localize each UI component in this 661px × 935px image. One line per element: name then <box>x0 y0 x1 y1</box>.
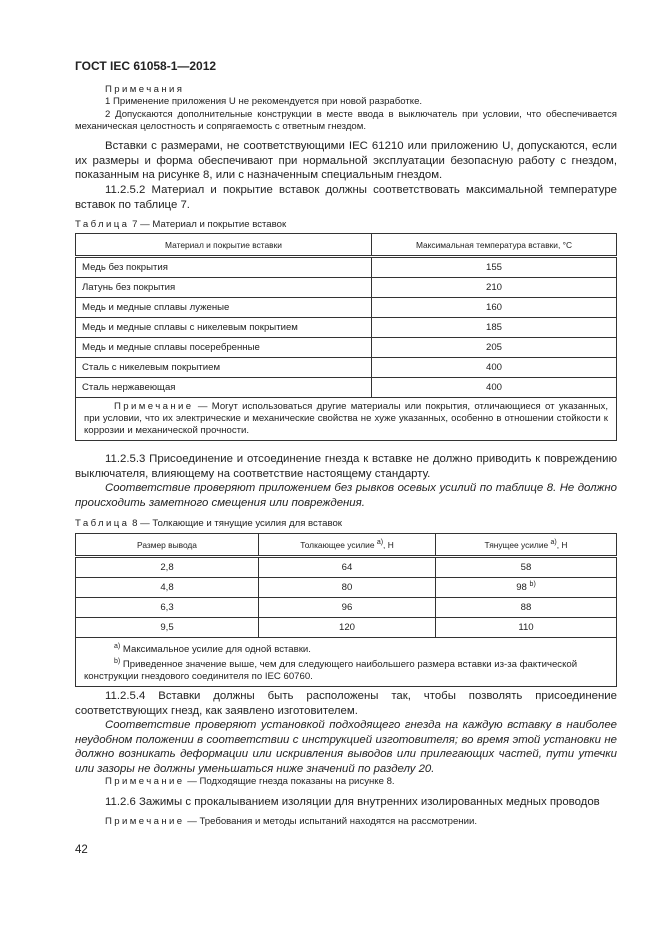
footnote-ref: a) <box>550 539 557 547</box>
table8-caption <box>75 518 342 530</box>
note <box>75 776 617 788</box>
table-note-row <box>76 398 617 441</box>
note-1: 1 Применение приложения U не рекомендуется при новой разработке. <box>105 96 423 108</box>
unit: , Н <box>556 539 568 550</box>
cell: 155 <box>372 257 617 278</box>
footnote-ref: a) <box>376 539 384 547</box>
caption-word: Таблица <box>75 219 130 230</box>
column-header: Материал и покрытие вставки <box>76 234 372 257</box>
table-row <box>76 278 617 298</box>
note-text: — Требования и методы испытаний находятся на рассмотрении. <box>187 816 477 827</box>
note-2: 2 Допускаются дополнительные конструкции в месте ввода в выключатель при условии, что обеспечивается механическая целостность и сопрягаемость с ответным гнездом. <box>75 108 617 133</box>
table-row <box>76 618 617 638</box>
footnote-mark: a) <box>114 643 121 650</box>
cell: 6,3 <box>76 598 259 618</box>
note-word: Примечание <box>105 776 185 787</box>
caption-text: 8 — Толкающие и тянущие усилия для вставок <box>132 518 342 529</box>
footnote-mark: b) <box>114 658 121 666</box>
cell: Латунь без покрытия <box>76 278 372 298</box>
header-text: Толкающее усилие <box>300 539 375 550</box>
paragraph: Вставки с размерами, не соответствующими IEC 61210 или приложению U, допускаются, если их размеры и форма обеспечивают при нормальной эксплуатации безопасную работу с гнездом, показанным на рисунке 8, или с назначенным специальным гнездом. <box>75 140 617 182</box>
cell <box>436 578 617 598</box>
notes-title: Примечания <box>105 84 185 95</box>
cell: 185 <box>372 318 617 338</box>
clause-11-2-5-3: 11.2.5.3 Присоединение и отсоединение гнезда к вставке не должно приводить к повреждению выключателя, влияющему на соответствие настоящему стандарту. <box>75 453 617 480</box>
cell: 120 <box>259 618 436 638</box>
table-row <box>76 578 617 598</box>
clause-11-2-5-2: 11.2.5.2 Материал и покрытие вставок должны соответствовать максимальной температуре вставок по таблице 7. <box>75 184 617 211</box>
table-footnotes <box>76 638 617 687</box>
table7-caption <box>75 219 286 231</box>
cell: 210 <box>372 278 617 298</box>
value: 98 <box>516 582 527 594</box>
note-text: — Подходящие гнезда показаны на рисунке 8. <box>187 776 395 787</box>
unit: , Н <box>383 539 394 550</box>
header-text: Тянущее усилие <box>484 539 549 550</box>
cell: 4,8 <box>76 578 259 598</box>
cell: Медь и медные сплавы посеребренные <box>76 338 372 358</box>
column-header <box>436 534 617 557</box>
table-header-row <box>76 234 617 257</box>
footnote-b <box>84 656 608 683</box>
clause-11-2-6: 11.2.6 Зажимы с прокалыванием изоляции для внутренних изолированных медных проводов <box>105 796 600 808</box>
footnote-a <box>84 641 608 656</box>
value: 88 <box>520 602 532 613</box>
table-row <box>76 598 617 618</box>
cell <box>436 598 617 618</box>
cell <box>436 618 617 638</box>
cell: 400 <box>372 358 617 378</box>
caption-word: Таблица <box>75 518 130 529</box>
footnote-ref: b) <box>529 581 536 589</box>
cell: Медь без покрытия <box>76 257 372 278</box>
table-header-row <box>76 534 617 557</box>
caption-text: 7 — Материал и покрытие вставок <box>132 219 287 230</box>
cell: Сталь с никелевым покрытием <box>76 358 372 378</box>
document-header: ГОСТ IEC 61058-1—2012 <box>75 59 217 73</box>
cell: 64 <box>259 557 436 578</box>
notes-top <box>75 84 617 134</box>
table-row <box>76 338 617 358</box>
compliance-text: Соответствие проверяют приложением без рывков осевых усилий по таблице 8. Не должно происходить заметного смещения или повреждения. <box>75 482 617 509</box>
cell <box>436 557 617 578</box>
table-row <box>76 378 617 398</box>
cell: Медь и медные сплавы луженые <box>76 298 372 318</box>
cell: 400 <box>372 378 617 398</box>
value: 110 <box>518 622 534 633</box>
cell: 2,8 <box>76 557 259 578</box>
table-footnotes-row <box>76 638 617 687</box>
table-row <box>76 257 617 278</box>
page-number: 42 <box>75 844 88 856</box>
cell: 80 <box>259 578 436 598</box>
table-row <box>76 318 617 338</box>
footnote-text: Максимальное усилие для одной вставки. <box>122 644 311 656</box>
cell: 160 <box>372 298 617 318</box>
table-row <box>76 298 617 318</box>
cell: 9,5 <box>76 618 259 638</box>
table-8 <box>75 533 617 687</box>
cell: Сталь нержавеющая <box>76 378 372 398</box>
table-7 <box>75 233 617 441</box>
table-row <box>76 358 617 378</box>
note-word: Примечание <box>114 401 194 412</box>
footnote-text: Приведенное значение выше, чем для следующего наибольшего размера вставки из-за фактической конструкции гнездового соединителя по IEC 60760. <box>84 659 578 683</box>
note <box>75 816 617 828</box>
note-word: Примечание <box>105 816 185 827</box>
column-header <box>259 534 436 557</box>
table-row <box>76 557 617 578</box>
value: 58 <box>520 562 532 573</box>
cell: 96 <box>259 598 436 618</box>
clause-11-2-5-4: 11.2.5.4 Вставки должны быть расположены так, чтобы позволять присоединение соответствующих гнезд, как заявлено изготовителем. <box>75 690 617 717</box>
note-text: — Могут использоваться другие материалы или покрытия, отличающиеся от указанных, при условии, что их электрические и механические свойства не хуже указанных, особенно в отношении стойкости к коррозии и механической прочности. <box>84 401 608 436</box>
column-header: Максимальная температура вставки, °С <box>372 234 617 257</box>
cell: Медь и медные сплавы с никелевым покрытием <box>76 318 372 338</box>
cell: 205 <box>372 338 617 358</box>
table-note <box>76 398 617 441</box>
column-header: Размер вывода <box>76 534 259 557</box>
compliance-text: Соответствие проверяют установкой подходящего гнезда на каждую вставку в наиболее неудобном положении в соответствии с инструкцией изготовителя; во время этой установки не должно возникать деформации или искривления выводов или прилегающих частей, пути утечки или зазоры не должны уменьшаться ниже значений по разделу 20. <box>75 719 617 775</box>
